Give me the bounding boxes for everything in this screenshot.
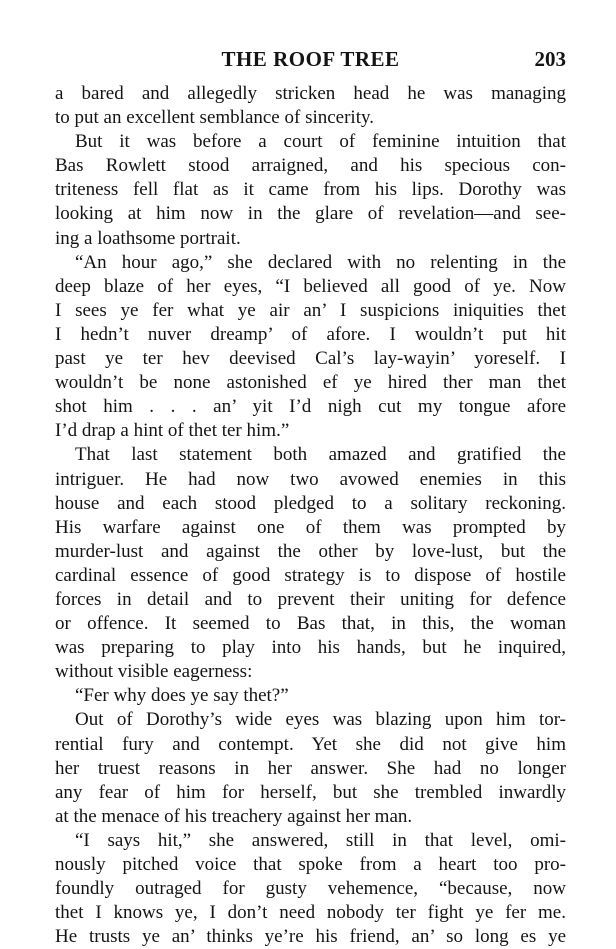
text-line: ing a loathsome portrait. (55, 227, 241, 249)
text-line: “Fer why does ye say thet?” (75, 685, 289, 707)
text-line: Bas Rowlett stood arraigned, and his specious con- (55, 155, 566, 177)
book-page (55, 44, 566, 949)
running-header (55, 44, 566, 74)
text-line: foundly outraged for gusty vehemence, “because, now (55, 878, 566, 900)
text-line: a bared and allegedly stricken head he was managing (55, 83, 566, 104)
text-line: any fear of him for herself, but she trembled inwardly (55, 781, 566, 803)
text-line: murder-lust and against the other by love-lust, but the (55, 540, 566, 562)
text-line: He trusts ye an’ thinks ye’re his friend, an’ so long es ye (55, 926, 566, 948)
text-line: was preparing to play into his hands, but he inquired, (55, 637, 566, 659)
text-line: “I says hit,” she answered, still in that level, omi- (75, 829, 566, 851)
text-line: forces in detail and to prevent their uniting for defence (55, 588, 566, 610)
text-line: deep blaze of her eyes, “I believed all good of ye. Now (55, 275, 566, 297)
text-line: cardinal essence of good strategy is to dispose of hostile (55, 564, 566, 586)
text-line: I’d drap a hint of thet ter him.” (55, 420, 290, 442)
running-title: THE ROOF TREE (221, 47, 400, 71)
text-line: rential fury and contempt. Yet she did not give him (55, 733, 566, 755)
text-line: her truest reasons in her answer. She had no longer (55, 757, 566, 779)
text-line: or offence. It seemed to Bas that, in this, the woman (55, 613, 566, 635)
text-line: at the menace of his treachery against her man. (55, 805, 413, 827)
text-line: But it was before a court of feminine intuition that (75, 131, 566, 153)
text-line: His warfare against one of them was prompted by (55, 516, 566, 538)
text-line: past ye ter hev deevised Cal’s lay-wayin’ yoreself. I (55, 348, 566, 370)
text-line: Out of Dorothy’s wide eyes was blazing upon him tor- (75, 709, 566, 731)
body-text (55, 82, 566, 949)
text-line: intriguer. He had now two avowed enemies in this (55, 468, 566, 490)
text-line: triteness fell flat as it came from his lips. Dorothy was (55, 179, 566, 201)
text-line: house and each stood pledged to a solitary reckoning. (55, 492, 566, 514)
text-line: looking at him now in the glare of revelation—and see- (55, 203, 566, 225)
text-line: That last statement both amazed and gratified the (75, 444, 566, 466)
page-number: 203 (534, 47, 566, 71)
text-line: I sees ye fer what ye air an’ I suspicions iniquities thet (55, 299, 566, 321)
text-line: nously pitched voice that spoke from a heart too pro- (55, 854, 566, 875)
text-line: without visible eagerness: (55, 661, 253, 683)
text-line: “An hour ago,” she declared with no relenting in the (75, 251, 566, 273)
text-line: I hedn’t nuver dreamp’ of afore. I wouldn’t put hit (55, 323, 566, 345)
text-line: thet I knows ye, I don’t need nobody ter fight ye fer me. (55, 902, 566, 924)
text-line: shot him . . . an’ yit I’d nigh cut my tongue afore (55, 396, 566, 418)
text-line: wouldn’t be none astonished ef ye hired ther man thet (55, 372, 566, 394)
text-line: to put an excellent semblance of sincerity. (55, 107, 375, 129)
